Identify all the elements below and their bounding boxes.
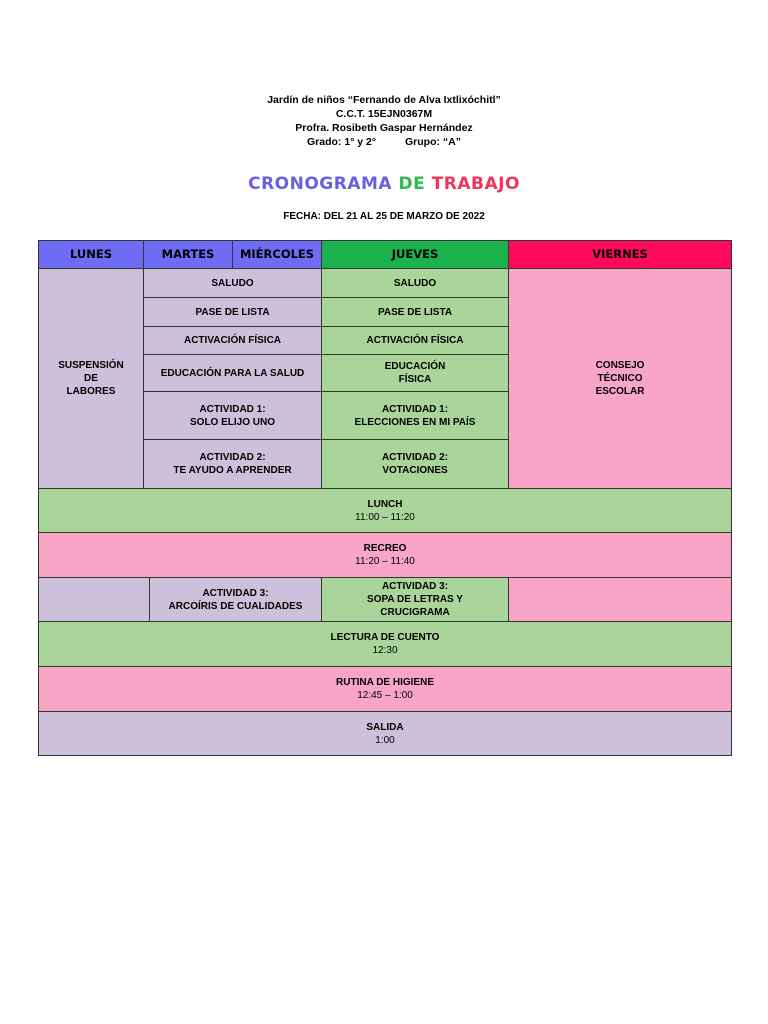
- salida-row: [39, 712, 732, 756]
- teacher-name: Profra. Rosibeth Gaspar Hernández: [295, 122, 473, 134]
- recreo-row: [39, 533, 732, 578]
- viernes-consejo-cell: CONSEJO TÉCNICO ESCOLAR: [509, 269, 732, 489]
- header-jueves: JUEVES: [322, 241, 509, 269]
- schedule-table: [38, 240, 732, 756]
- jueves-pase-lista: PASE DE LISTA: [322, 298, 509, 327]
- mm-activacion: ACTIVACIÓN FÍSICA: [144, 327, 322, 355]
- mm-pase-lista: PASE DE LISTA: [144, 298, 322, 327]
- mm-actividad-2: ACTIVIDAD 2: TE AYUDO A APRENDER: [144, 440, 322, 489]
- jueves-educacion-fisica: EDUCACIÓN FÍSICA: [322, 355, 509, 392]
- jueves-actividad-1: ACTIVIDAD 1: ELECCIONES EN MI PAÍS: [322, 392, 509, 440]
- mm-actividad-1: ACTIVIDAD 1: SOLO ELIJO UNO: [144, 392, 322, 440]
- header-miercoles: MIÉRCOLES: [233, 241, 322, 269]
- table-row: [39, 269, 732, 298]
- lunes-suspension-cell: SUSPENSIÓN DE LABORES: [39, 269, 144, 489]
- grade: Grado: 1° y 2°: [306, 136, 377, 148]
- mm-saludo: SALUDO: [144, 269, 322, 298]
- recreo-cell: RECREO 11:20 – 11:40: [39, 533, 732, 578]
- lectura-row: [39, 622, 732, 667]
- mm-actividad-3: ACTIVIDAD 3: ARCOÍRIS DE CUALIDADES: [150, 578, 322, 622]
- lunch-row: [39, 489, 732, 533]
- grade-group-line: [0, 135, 768, 149]
- header-viernes: VIERNES: [509, 241, 732, 269]
- viernes-empty-cell: [509, 578, 732, 622]
- mm-educacion-salud: EDUCACIÓN PARA LA SALUD: [144, 355, 322, 392]
- actividad-3-row: [39, 578, 732, 622]
- rutina-row: [39, 667, 732, 712]
- lunch-cell: LUNCH 11:00 – 11:20: [39, 489, 732, 533]
- cct-code: C.C.T. 15EJN0367M: [335, 108, 433, 120]
- title-word-2: DE: [398, 174, 426, 194]
- salida-cell: SALIDA 1:00: [39, 712, 732, 756]
- jueves-actividad-3: ACTIVIDAD 3: SOPA DE LETRAS Y CRUCIGRAMA: [322, 578, 509, 622]
- jueves-saludo: SALUDO: [322, 269, 509, 298]
- page-title: [0, 174, 768, 194]
- school-name: Jardín de niños “Fernando de Alva Ixtlixóchitl”: [267, 94, 501, 106]
- rutina-cell: RUTINA DE HIGIENE 12:45 – 1:00: [39, 667, 732, 712]
- header-lunes: LUNES: [39, 241, 144, 269]
- jueves-activacion: ACTIVACIÓN FÍSICA: [322, 327, 509, 355]
- jueves-actividad-2: ACTIVIDAD 2: VOTACIONES: [322, 440, 509, 489]
- group: Grupo: “A”: [405, 136, 461, 148]
- document-header: [0, 93, 768, 149]
- title-word-3: TRABAJO: [431, 174, 520, 194]
- day-header-row: [39, 241, 732, 269]
- header-martes: MARTES: [144, 241, 233, 269]
- title-word-1: CRONOGRAMA: [248, 174, 393, 194]
- lectura-cell: LECTURA DE CUENTO 12:30: [39, 622, 732, 667]
- lunes-empty-cell: [39, 578, 150, 622]
- date-line: FECHA: DEL 21 AL 25 DE MARZO DE 2022: [283, 211, 485, 222]
